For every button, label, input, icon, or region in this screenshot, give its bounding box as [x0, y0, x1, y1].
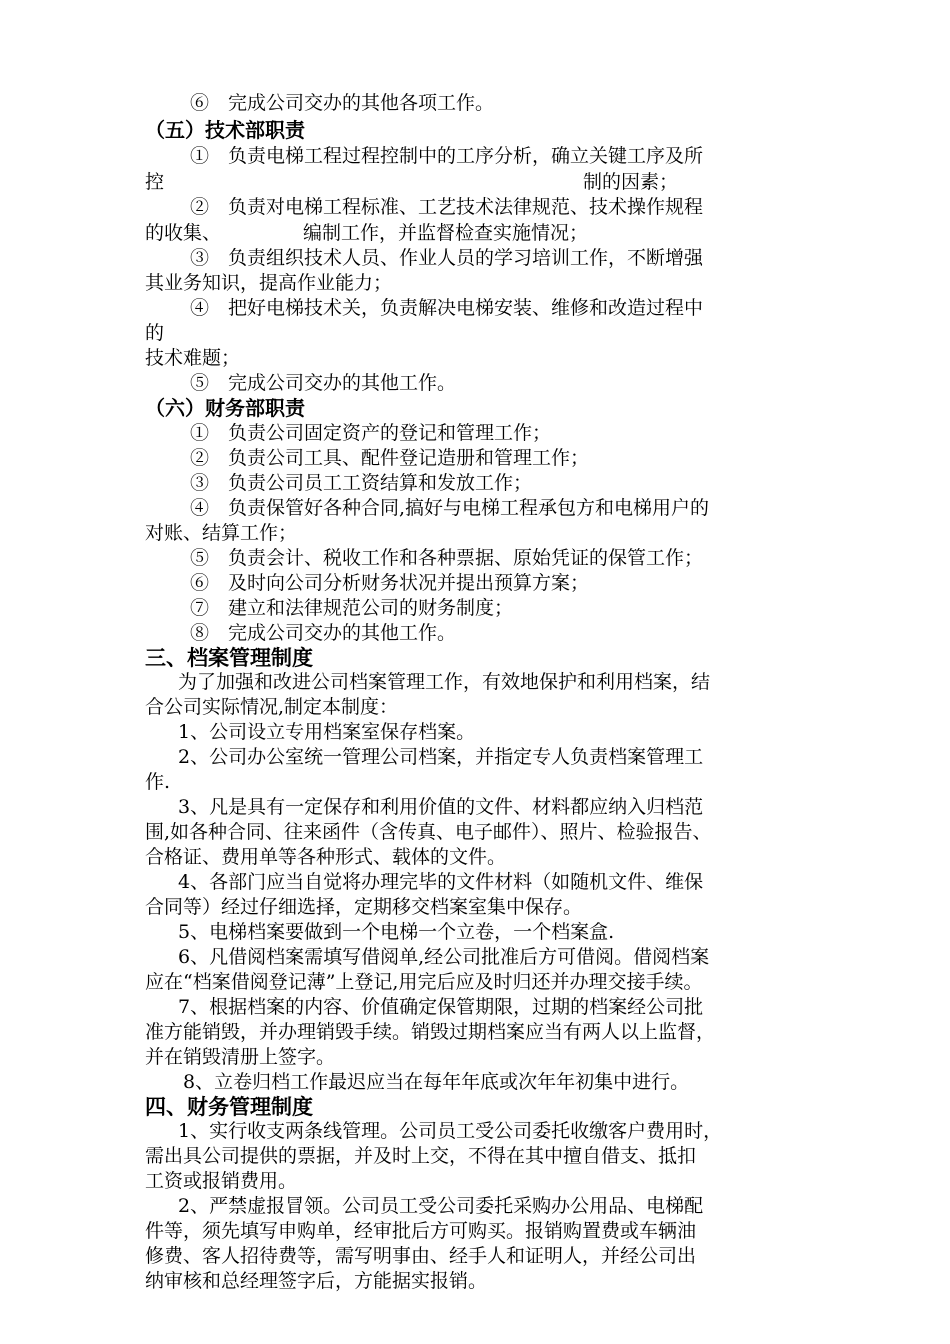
text-line: 3、凡是具有一定保存和利用价值的文件、材料都应纳入归档范	[178, 796, 704, 818]
text-line: ① 负责电梯工程过程控制中的工序分析，确立关键工序及所	[190, 145, 704, 167]
text-line: 8、立卷归档工作最迟应当在每年年底或次年年初集中进行。	[183, 1071, 690, 1093]
text-line: 需出具公司提供的票据，并及时上交，不得在其中擅自借支、抵扣	[145, 1145, 697, 1167]
text-line: 6、凡借阅档案需填写借阅单,经公司批准后方可借阅。借阅档案	[178, 946, 710, 968]
text-line: ④ 把好电梯技术关，负责解决电梯安装、维修和改造过程中	[190, 297, 704, 319]
text-line: 5、电梯档案要做到一个电梯一个立卷，一个档案盒.	[178, 921, 615, 943]
text-line: 7、根据档案的内容、价值确定保管期限，过期的档案经公司批	[178, 996, 704, 1018]
text-line: 围,如各种合同、往来函件（含传真、电子邮件）、照片、检验报告、	[145, 821, 712, 843]
text-line: 作.	[145, 771, 171, 793]
text-line: ③ 负责组织技术人员、作业人员的学习培训工作，不断增强	[190, 247, 704, 269]
chapter-heading: 三、档案管理制度	[145, 646, 313, 670]
text-line: 的收集、	[145, 222, 222, 244]
text-line: 1、实行收支两条线管理。公司员工受公司委托收缴客户费用时，	[178, 1120, 723, 1142]
text-line: 纳审核和总经理签字后，方能据实报销。	[145, 1270, 488, 1292]
text-line: 1、公司设立专用档案室保存档案。	[178, 721, 476, 743]
text-line: 工资或报销费用。	[145, 1170, 298, 1192]
text-line: 应在“档案借阅登记薄”上登记,用完后应及时归还并办理交接手续。	[145, 971, 703, 993]
text-line: ② 负责对电梯工程标准、工艺技术法律规范、技术操作规程	[190, 196, 704, 218]
text-line: ⑥ 完成公司交办的其他各项工作。	[190, 92, 495, 114]
chapter-heading: 四、财务管理制度	[145, 1095, 313, 1119]
text-line: 对账、结算工作；	[145, 522, 298, 544]
text-line: ⑤ 负责会计、税收工作和各种票据、原始凭证的保管工作；	[190, 547, 704, 569]
text-line: 并在销毁清册上签字。	[145, 1046, 336, 1068]
text-line: ⑧ 完成公司交办的其他工作。	[190, 622, 457, 644]
text-line: 控	[145, 171, 165, 193]
section-heading: （六）财务部职责	[145, 396, 305, 420]
text-line: ③ 负责公司员工工资结算和发放工作；	[190, 472, 533, 494]
text-line: 合公司实际情况,制定本制度：	[145, 696, 399, 718]
text-line: ② 负责公司工具、配件登记造册和管理工作；	[190, 447, 590, 469]
text-line: 编制工作，并监督检查实施情况；	[303, 222, 589, 244]
text-line: 技术难题；	[145, 347, 241, 369]
text-line: ④ 负责保管好各种合同,搞好与电梯工程承包方和电梯用户的	[190, 497, 710, 519]
text-line: 4、各部门应当自觉将办理完毕的文件材料（如随机文件、维保	[178, 871, 704, 893]
text-line: ⑦ 建立和法律规范公司的财务制度；	[190, 597, 514, 619]
text-line: ⑤ 完成公司交办的其他工作。	[190, 372, 457, 394]
text-line: 2、公司办公室统一管理公司档案，并指定专人负责档案管理工	[178, 746, 704, 768]
text-line: 准方能销毁，并办理销毁手续。销毁过期档案应当有两人以上监督，	[145, 1021, 716, 1043]
text-line: ⑥ 及时向公司分析财务状况并提出预算方案；	[190, 572, 590, 594]
text-line: 的	[145, 322, 165, 344]
text-line: 合同等）经过仔细选择，定期移交档案室集中保存。	[145, 896, 583, 918]
text-line: 制的因素；	[583, 171, 679, 193]
text-line: ① 负责公司固定资产的登记和管理工作；	[190, 422, 552, 444]
section-heading: （五）技术部职责	[145, 118, 305, 142]
text-line: 2、严禁虚报冒领。公司员工受公司委托采购办公用品、电梯配	[178, 1195, 704, 1217]
text-line: 件等，须先填写申购单，经审批后方可购买。报销购置费或车辆油	[145, 1220, 697, 1242]
text-line: 为了加强和改进公司档案管理工作，有效地保护和利用档案，结	[178, 671, 711, 693]
text-line: 合格证、费用单等各种形式、载体的文件。	[145, 846, 507, 868]
text-line: 修费、客人招待费等，需写明事由、经手人和证明人，并经公司出	[145, 1245, 697, 1267]
text-line: 其业务知识，提高作业能力；	[145, 272, 393, 294]
